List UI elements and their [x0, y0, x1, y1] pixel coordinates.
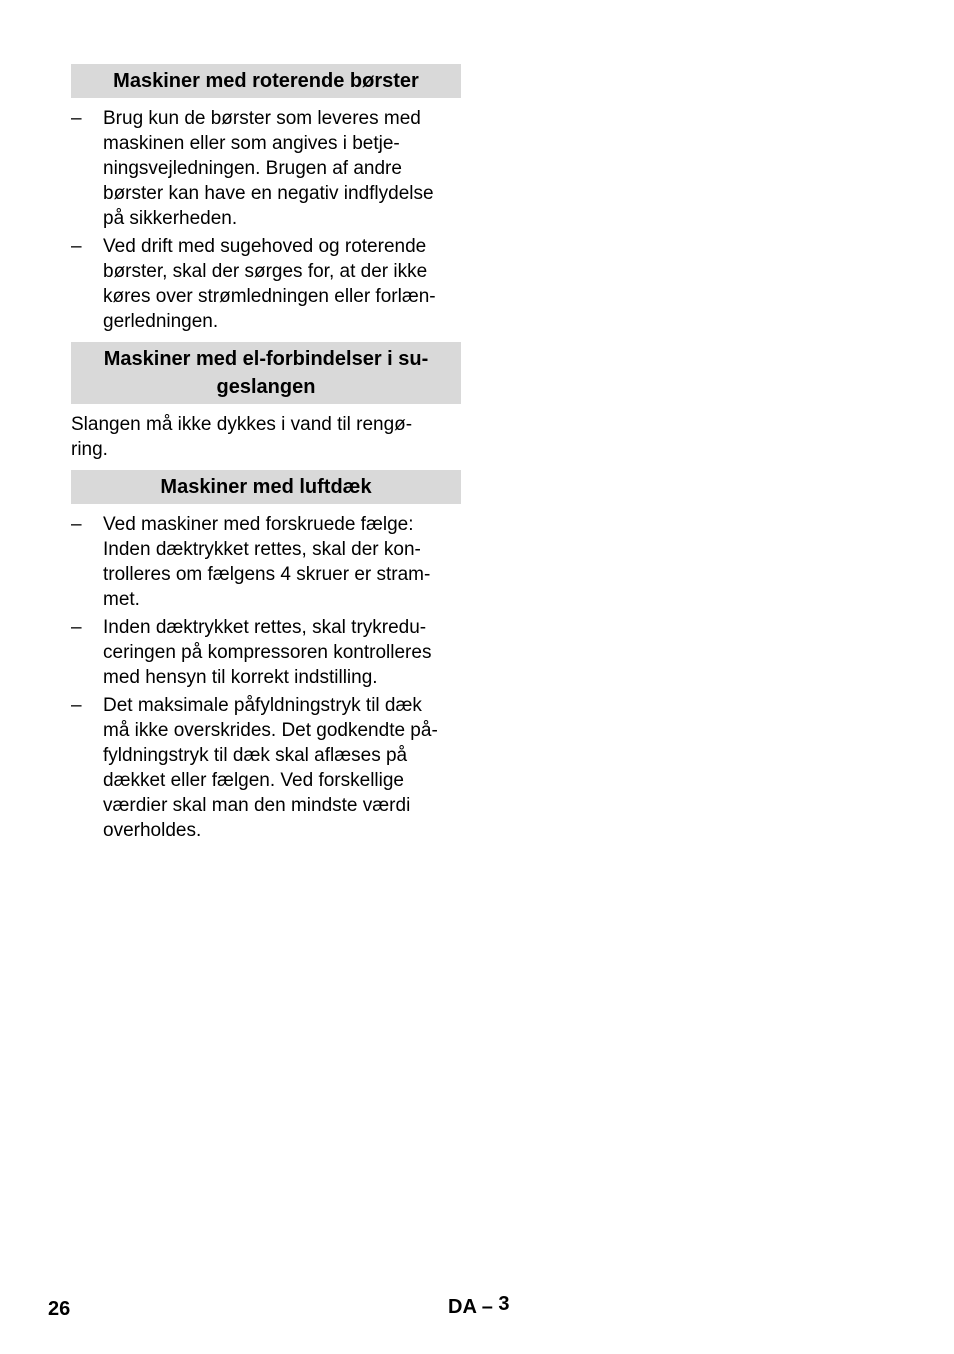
paragraph-slangen: Slangen må ikke dykkes i vand til rengø- ring.	[71, 414, 413, 460]
list-item	[71, 234, 461, 334]
dash-marker: –	[71, 236, 82, 257]
section-heading-roterende: Maskiner med roterende børster	[71, 64, 461, 98]
page-number: 26	[48, 1298, 71, 1320]
dash-marker: –	[71, 695, 82, 716]
list-item-text: Ved maskiner med forskruede fælge: Inden dæktrykket rettes, skal der kon- trolleres om fælgens 4 skruer er stram- met.	[103, 514, 431, 610]
bullet-list-luftdaek	[71, 512, 461, 843]
sub-page-number: 3	[498, 1293, 510, 1315]
language-code: DA	[448, 1296, 477, 1318]
list-item	[71, 693, 461, 843]
dash-marker: –	[71, 617, 82, 638]
list-item-text: Inden dæktrykket rettes, skal trykredu- ceringen på kompressoren kontrolleres med hensyn til korrekt indstilling.	[103, 617, 432, 688]
list-item-text: Brug kun de børster som leveres med maskinen eller som angives i betje- ningsvejledningen. Brugen af andre børster kan have en negativ indflydelse på sikkerheden.	[103, 108, 434, 229]
content-column	[71, 64, 461, 851]
dash-marker: –	[71, 514, 82, 535]
section-heading-luftdaek: Maskiner med luftdæk	[71, 470, 461, 504]
list-item	[71, 106, 461, 231]
language-page-label	[448, 1293, 510, 1319]
bullet-list-roterende	[71, 106, 461, 334]
list-item-text: Ved drift med sugehoved og roterende børster, skal der sørges for, at der ikke køres over strømledningen eller forlæn- gerledningen.	[103, 236, 436, 332]
list-item-text: Det maksimale påfyldningstryk til dæk må ikke overskrides. Det godkendte på- fyldningstryk til dæk skal aflæses på dækket eller fælgen. Ved forskellige værdier skal man den mindste værdi overholdes.	[103, 695, 438, 841]
list-item	[71, 615, 461, 690]
dash-marker: –	[71, 108, 82, 129]
separator-dash: –	[481, 1296, 493, 1318]
section-heading-el-forbindelser: Maskiner med el-forbindelser i su- geslangen	[71, 342, 461, 404]
list-item	[71, 512, 461, 612]
